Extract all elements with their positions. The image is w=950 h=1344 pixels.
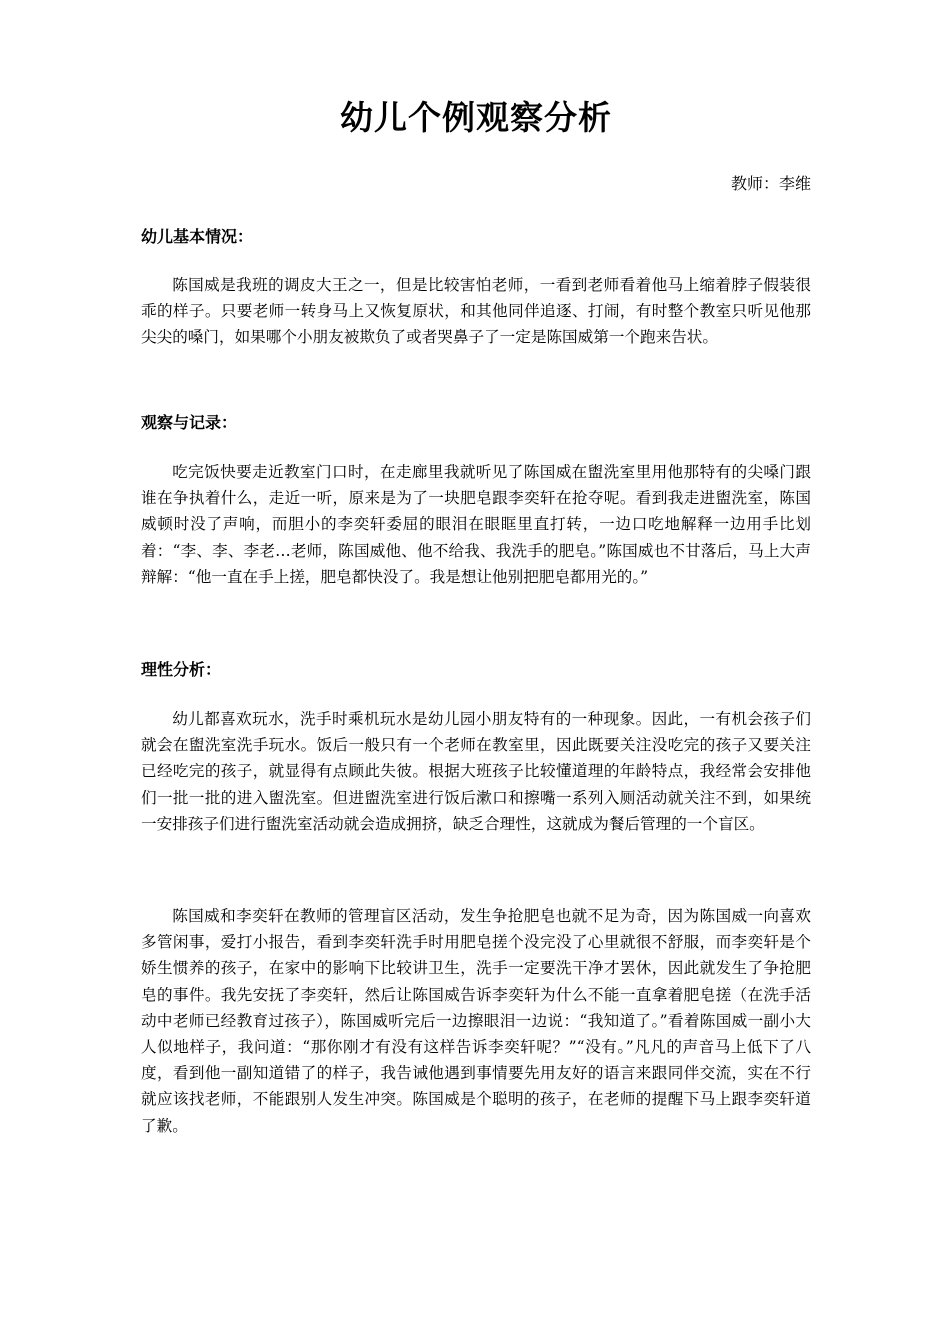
- document-title: 幼儿个例观察分析: [340, 98, 612, 137]
- paragraph-analysis-2: 陈国威和李奕轩在教师的管理盲区活动，发生争抢肥皂也就不足为奇，因为陈国威一向喜欢多管闲事，爱打小报告，看到李奕轩洗手时用肥皂搓个没完没了心里就很不舒服，而李奕轩是个娇生惯养的孩子，在家中的影响下比较讲卫生，洗手一定要洗干净才罢休，因此就发生了争抢肥皂的事件。我先安抚了李奕轩，然后让陈国威告诉李奕轩为什么不能一直拿着肥皂搓（在洗手活动中老师已经教育过孩子），陈国威听完后一边擦眼泪一边说：“我知道了。”看着陈国威一副小大人似地样子，我问道：“那你刚才有没有这样告诉李奕轩呢？”“没有。”凡凡的声音马上低下了八度，看到他一副知道错了的样子，我告诫他遇到事情要先用友好的语言来跟同伴交流，实在不行就应该找老师，不能跟别人发生冲突。陈国威是个聪明的孩子，在老师的提醒下马上跟李奕轩道了歉。: [141, 907, 811, 1135]
- section-heading-basic-info: 幼儿基本情况：: [141, 227, 254, 246]
- paragraph-analysis-1: 幼儿都喜欢玩水，洗手时乘机玩水是幼儿园小朋友特有的一种现象。因此，一有机会孩子们就会在盥洗室洗手玩水。饭后一般只有一个老师在教室里，因此既要关注没吃完的孩子又要关注已经吃完的孩子，就显得有点顾此失彼。根据大班孩子比较懂道理的年龄特点，我经常会安排他们一批一批的进入盥洗室。但进盥洗室进行饭后漱口和擦嘴一系列入厕活动就关注不到，如果统一安排孩子们进行盥洗室活动就会造成拥挤，缺乏合理性，这就成为餐后管理的一个盲区。: [141, 710, 811, 833]
- document-page: [141, 0, 811, 1344]
- paragraph-basic-info: 陈国威是我班的调皮大王之一，但是比较害怕老师，一看到老师看着他马上缩着脖子假装很乖的样子。只要老师一转身马上又恢复原状，和其他同伴追逐、打闹，有时整个教室只听见他那尖尖的嗓门，如果哪个小朋友被欺负了或者哭鼻子了一定是陈国威第一个跑来告状。: [141, 276, 811, 347]
- author-line: 教师：李维: [730, 174, 811, 193]
- section-heading-observation: 观察与记录：: [141, 413, 238, 432]
- paragraph-observation: 吃完饭快要走近教室门口时，在走廊里我就听见了陈国威在盥洗室里用他那特有的尖嗓门跟谁在争执着什么，走近一听，原来是为了一块肥皂跟李奕轩在抢夺呢。看到我走进盥洗室，陈国威顿时没了声响，而胆小的李奕轩委屈的眼泪在眼眶里直打转，一边口吃地解释一边用手比划着：“李、李、李老…老师，陈国威他、他不给我、我洗手的肥皂。”陈国威也不甘落后，马上大声辩解：“他一直在手上搓，肥皂都快没了。我是想让他别把肥皂都用光的。”: [141, 463, 811, 586]
- section-heading-analysis: 理性分析：: [141, 660, 222, 679]
